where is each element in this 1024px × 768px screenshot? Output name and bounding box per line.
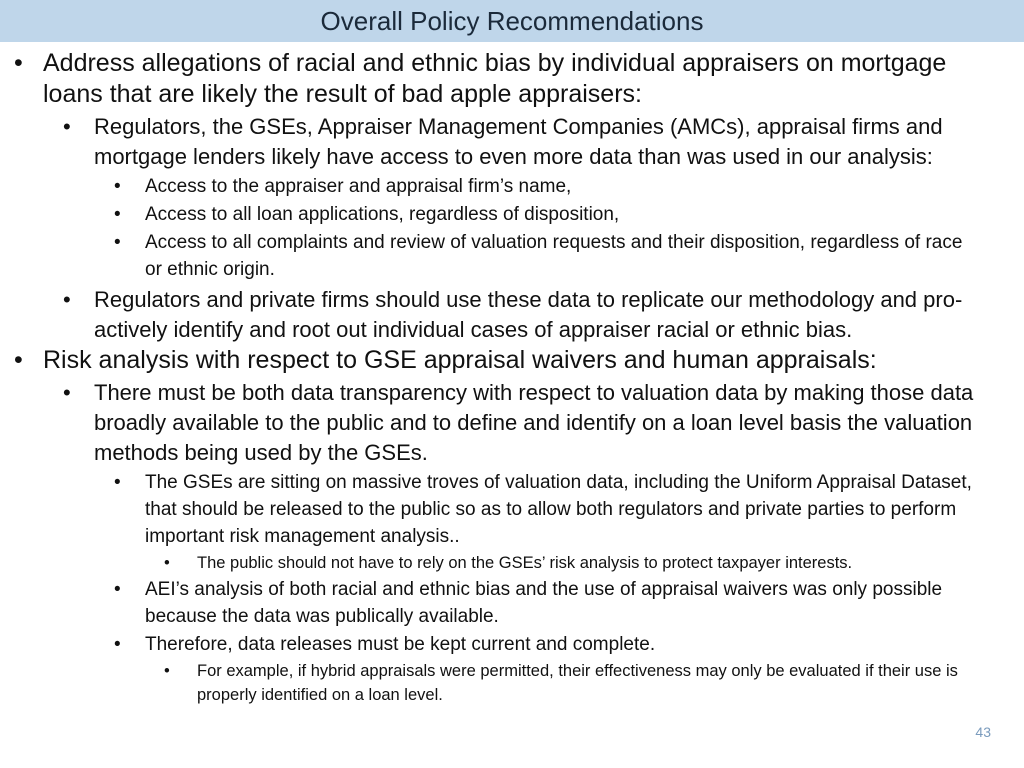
bullet-text: For example, if hybrid appraisals were permitted, their effectiveness may only be evaluated if their use is properly identified on a loan level.	[197, 662, 958, 704]
sub-bullet-appraiser-name	[0, 173, 975, 200]
bullet-marker: •	[114, 579, 121, 600]
sub-bullet-complaints	[0, 229, 975, 283]
sub-bullet-data-transparency	[0, 378, 1019, 468]
bullet-risk-analysis	[0, 345, 973, 376]
bullet-marker: •	[114, 176, 121, 197]
slide-title: Overall Policy Recommendations	[320, 6, 704, 36]
bullet-marker: •	[114, 232, 121, 253]
bullet-marker: •	[63, 380, 71, 405]
bullet-appraiser-bias	[0, 48, 973, 110]
bullet-marker: •	[114, 204, 121, 225]
bullet-text: Therefore, data releases must be kept current and complete.	[145, 634, 656, 655]
bullet-text: The GSEs are sitting on massive troves of valuation data, including the Uniform Appraisal Dataset, that should be released to the public so as to allow both regulators and private parties to perform important risk management analysis..	[145, 472, 972, 547]
title-bar	[0, 0, 1024, 42]
sub-bullet-hybrid-appraisals	[0, 659, 987, 707]
bullet-text: Regulators and private firms should use these data to replicate our methodology and pro-actively identify and root out individual cases of appraiser racial or ethnic bias.	[94, 287, 963, 342]
bullet-text: The public should not have to rely on the GSEs’ risk analysis to protect taxpayer interests.	[197, 554, 853, 572]
bullet-marker: •	[63, 287, 71, 312]
bullet-text: Risk analysis with respect to GSE appraisal waivers and human appraisals:	[43, 346, 877, 374]
sub-bullet-data-access	[0, 112, 1019, 172]
bullet-marker: •	[114, 634, 121, 655]
sub-bullet-valuation-data	[0, 469, 990, 550]
sub-bullet-replicate-methodology	[0, 285, 1019, 345]
slide-content	[0, 48, 1024, 707]
bullet-text: Address allegations of racial and ethnic bias by individual appraisers on mortgage loans that are likely the result of bad apple appraisers:	[43, 49, 947, 108]
bullet-text: Regulators, the GSEs, Appraiser Management Companies (AMCs), appraisal firms and mortgage lenders likely have access to even more data than was used in our analysis:	[94, 114, 943, 169]
bullet-text: Access to the appraiser and appraisal firm’s name,	[145, 176, 572, 197]
sub-bullet-data-releases	[0, 631, 975, 658]
sub-bullet-loan-applications	[0, 201, 975, 228]
bullet-marker: •	[14, 346, 23, 374]
bullet-text: AEI’s analysis of both racial and ethnic bias and the use of appraisal waivers was only possible because the data was publically available.	[145, 579, 943, 627]
bullet-marker: •	[114, 472, 121, 493]
bullet-marker: •	[63, 114, 71, 139]
bullet-text: Access to all loan applications, regardless of disposition,	[145, 204, 620, 225]
bullet-text: Access to all complaints and review of valuation requests and their disposition, regardless of race or ethnic origin.	[145, 232, 963, 280]
bullet-text: There must be both data transparency with respect to valuation data by making those data broadly available to the public and to define and identify on a loan level basis the valuation methods being used by the GSEs.	[94, 380, 974, 465]
sub-bullet-taxpayer-interests	[0, 551, 987, 575]
page-number: 43	[975, 724, 991, 740]
bullet-marker: •	[164, 554, 170, 572]
bullet-marker: •	[164, 662, 170, 680]
sub-bullet-aei-analysis	[0, 576, 990, 630]
bullet-marker: •	[14, 49, 23, 77]
